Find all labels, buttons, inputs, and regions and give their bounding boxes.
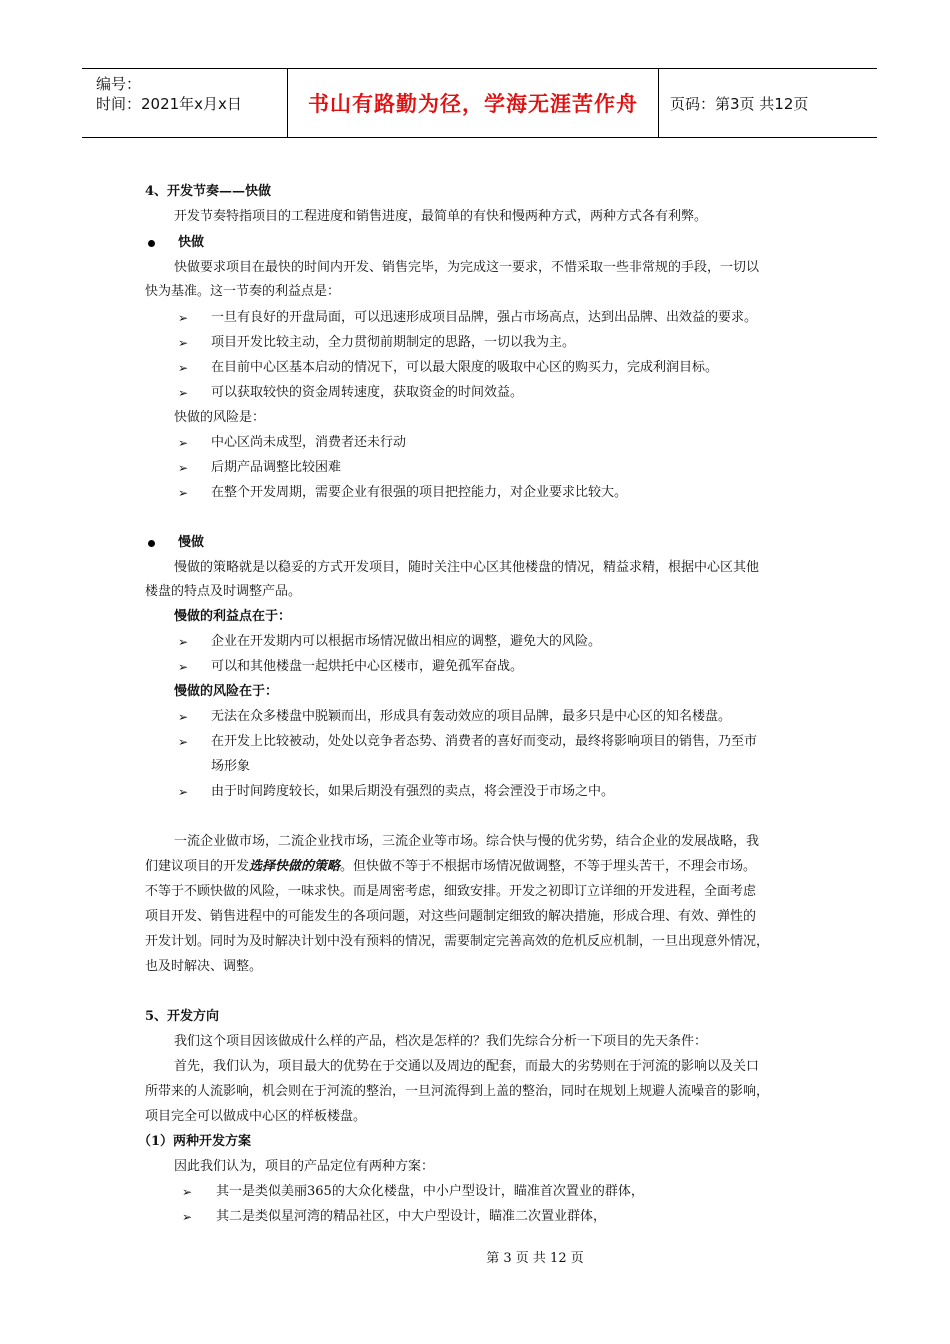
subsection-title: （1）两种开发方案 [138,1134,252,1149]
arrow-bullet-icon: ➢ [178,386,189,400]
paragraph: 我们这个项目因该做成什么样的产品，档次是怎样的？我们先综合分析一下项目的先天条件： [174,1034,708,1049]
paragraph-heading: 慢做的风险在于： [174,684,279,699]
paragraph: 所带来的人流影响，机会则在于河流的整治，一旦河流得到上盖的整治，同时在规划上规避人流噪音的影响， [145,1084,770,1099]
document-date: 时间：2021年x月x日 [96,95,242,113]
paragraph: 项目完全可以做成中心区的样板楼盘。 [145,1109,367,1124]
list-item: 在开发上比较被动，处处以竞争者态势、消费者的喜好而变动，最终将影响项目的销售，乃至市 [211,734,758,749]
paragraph-text: 们建议项目的开发 [145,859,250,874]
header-page-cell [660,69,877,137]
header-motto-cell [288,69,659,137]
subsection-title: 慢做 [178,535,205,550]
list-item: 后期产品调整比较困难 [211,460,342,475]
paragraph: 快做的风险是： [174,410,266,425]
arrow-bullet-icon: ➢ [178,361,189,375]
paragraph: 一流企业做市场，二流企业找市场，三流企业等市场。综合快与慢的优劣势，结合企业的发展战略，我 [174,834,760,849]
section-title: 4、开发节奏——快做 [145,184,272,199]
paragraph: 楼盘的特点及时调整产品。 [145,584,302,599]
list-item: 可以和其他楼盘一起烘托中心区楼市，避免孤军奋战。 [211,659,524,674]
bullet-dot-icon [148,240,155,247]
list-item: 由于时间跨度较长，如果后期没有强烈的卖点，将会湮没于市场之中。 [211,784,615,799]
paragraph: 慢做的策略就是以稳妥的方式开发项目，随时关注中心区其他楼盘的情况，精益求精，根据中心区其他 [174,560,760,575]
list-item: 其二是类似星河湾的精品社区，中大户型设计，瞄准二次置业群体， [216,1209,607,1224]
list-item: 企业在开发期内可以根据市场情况做出相应的调整，避免大的风险。 [211,634,602,649]
list-item: 一旦有良好的开盘局面，可以迅速形成项目品牌，强占市场高点，达到出品牌、出效益的要求。 [211,310,758,325]
paragraph [145,858,756,876]
arrow-bullet-icon: ➢ [178,461,189,475]
arrow-bullet-icon: ➢ [178,710,189,724]
paragraph: 快做要求项目在最快的时间内开发、销售完毕，为完成这一要求，不惜采取一些非常规的手段，一切以 [174,260,760,275]
arrow-bullet-icon: ➢ [178,660,189,674]
paragraph: 因此我们认为，项目的产品定位有两种方案： [174,1159,435,1174]
arrow-bullet-icon: ➢ [178,436,189,450]
paragraph: 项目开发、销售进程中的可能发生的各项问题，对这些问题制定细致的解决措施，形成合理、有效、弹性的 [145,909,757,924]
paragraph: 也及时解决、调整。 [145,959,263,974]
list-item: 在目前中心区基本启动的情况下，可以最大限度的吸取中心区的购买力，完成利润目标。 [211,360,719,375]
motto-text: 书山有路勤为径，学海无涯苦作舟 [308,92,638,116]
arrow-bullet-icon: ➢ [178,486,189,500]
paragraph: 首先，我们认为，项目最大的优势在于交通以及周边的配套，而最大的劣势则在于河流的影响以及关口 [174,1059,760,1074]
list-item: 其一是类似美丽365的大众化楼盘，中小户型设计，瞄准首次置业的群体， [216,1184,644,1199]
document-number: 编号： [96,75,142,93]
paragraph-heading: 慢做的利益点在于： [174,609,292,624]
paragraph: 开发计划。同时为及时解决计划中没有预料的情况，需要制定完善高效的危机反应机制，一旦出现意外情况， [145,934,770,949]
paragraph: 快为基准。这一节奏的利益点是： [145,284,341,299]
list-item: 在整个开发周期，需要企业有很强的项目把控能力，对企业要求比较大。 [211,485,628,500]
list-item-continuation: 场形象 [211,759,251,774]
paragraph: 开发节奏特指项目的工程进度和销售进度，最简单的有快和慢两种方式，两种方式各有利弊。 [174,209,708,224]
list-item: 中心区尚未成型，消费者还未行动 [211,435,407,450]
arrow-bullet-icon: ➢ [178,785,189,799]
emphasized-text: 选择快做的策略 [249,859,341,874]
page-indicator: 页码：第3页 共12页 [670,94,809,113]
arrow-bullet-icon: ➢ [178,735,189,749]
list-item: 项目开发比较主动，全力贯彻前期制定的思路，一切以我为主。 [211,335,576,350]
list-item: 可以获取较快的资金周转速度，获取资金的时间效益。 [211,385,524,400]
paragraph-text: 。但快做不等于不根据市场情况做调整，不等于埋头苦干，不理会市场。 [340,859,757,874]
arrow-bullet-icon: ➢ [178,635,189,649]
paragraph: 不等于不顾快做的风险，一味求快。而是周密考虑，细致安排。开发之初即订立详细的开发进程，全面考虑 [145,884,757,899]
arrow-bullet-icon: ➢ [182,1185,193,1199]
arrow-bullet-icon: ➢ [178,311,189,325]
page-footer: 第 3 页 共 12 页 [486,1251,584,1266]
subsection-title: 快做 [178,235,205,250]
list-item: 无法在众多楼盘中脱颖而出，形成具有轰动效应的项目品牌，最多只是中心区的知名楼盘。 [211,709,732,724]
bullet-dot-icon [148,540,155,547]
header-meta-cell [82,69,288,137]
page-header [82,68,877,138]
arrow-bullet-icon: ➢ [182,1210,193,1224]
arrow-bullet-icon: ➢ [178,336,189,350]
section-title: 5、开发方向 [145,1009,220,1024]
